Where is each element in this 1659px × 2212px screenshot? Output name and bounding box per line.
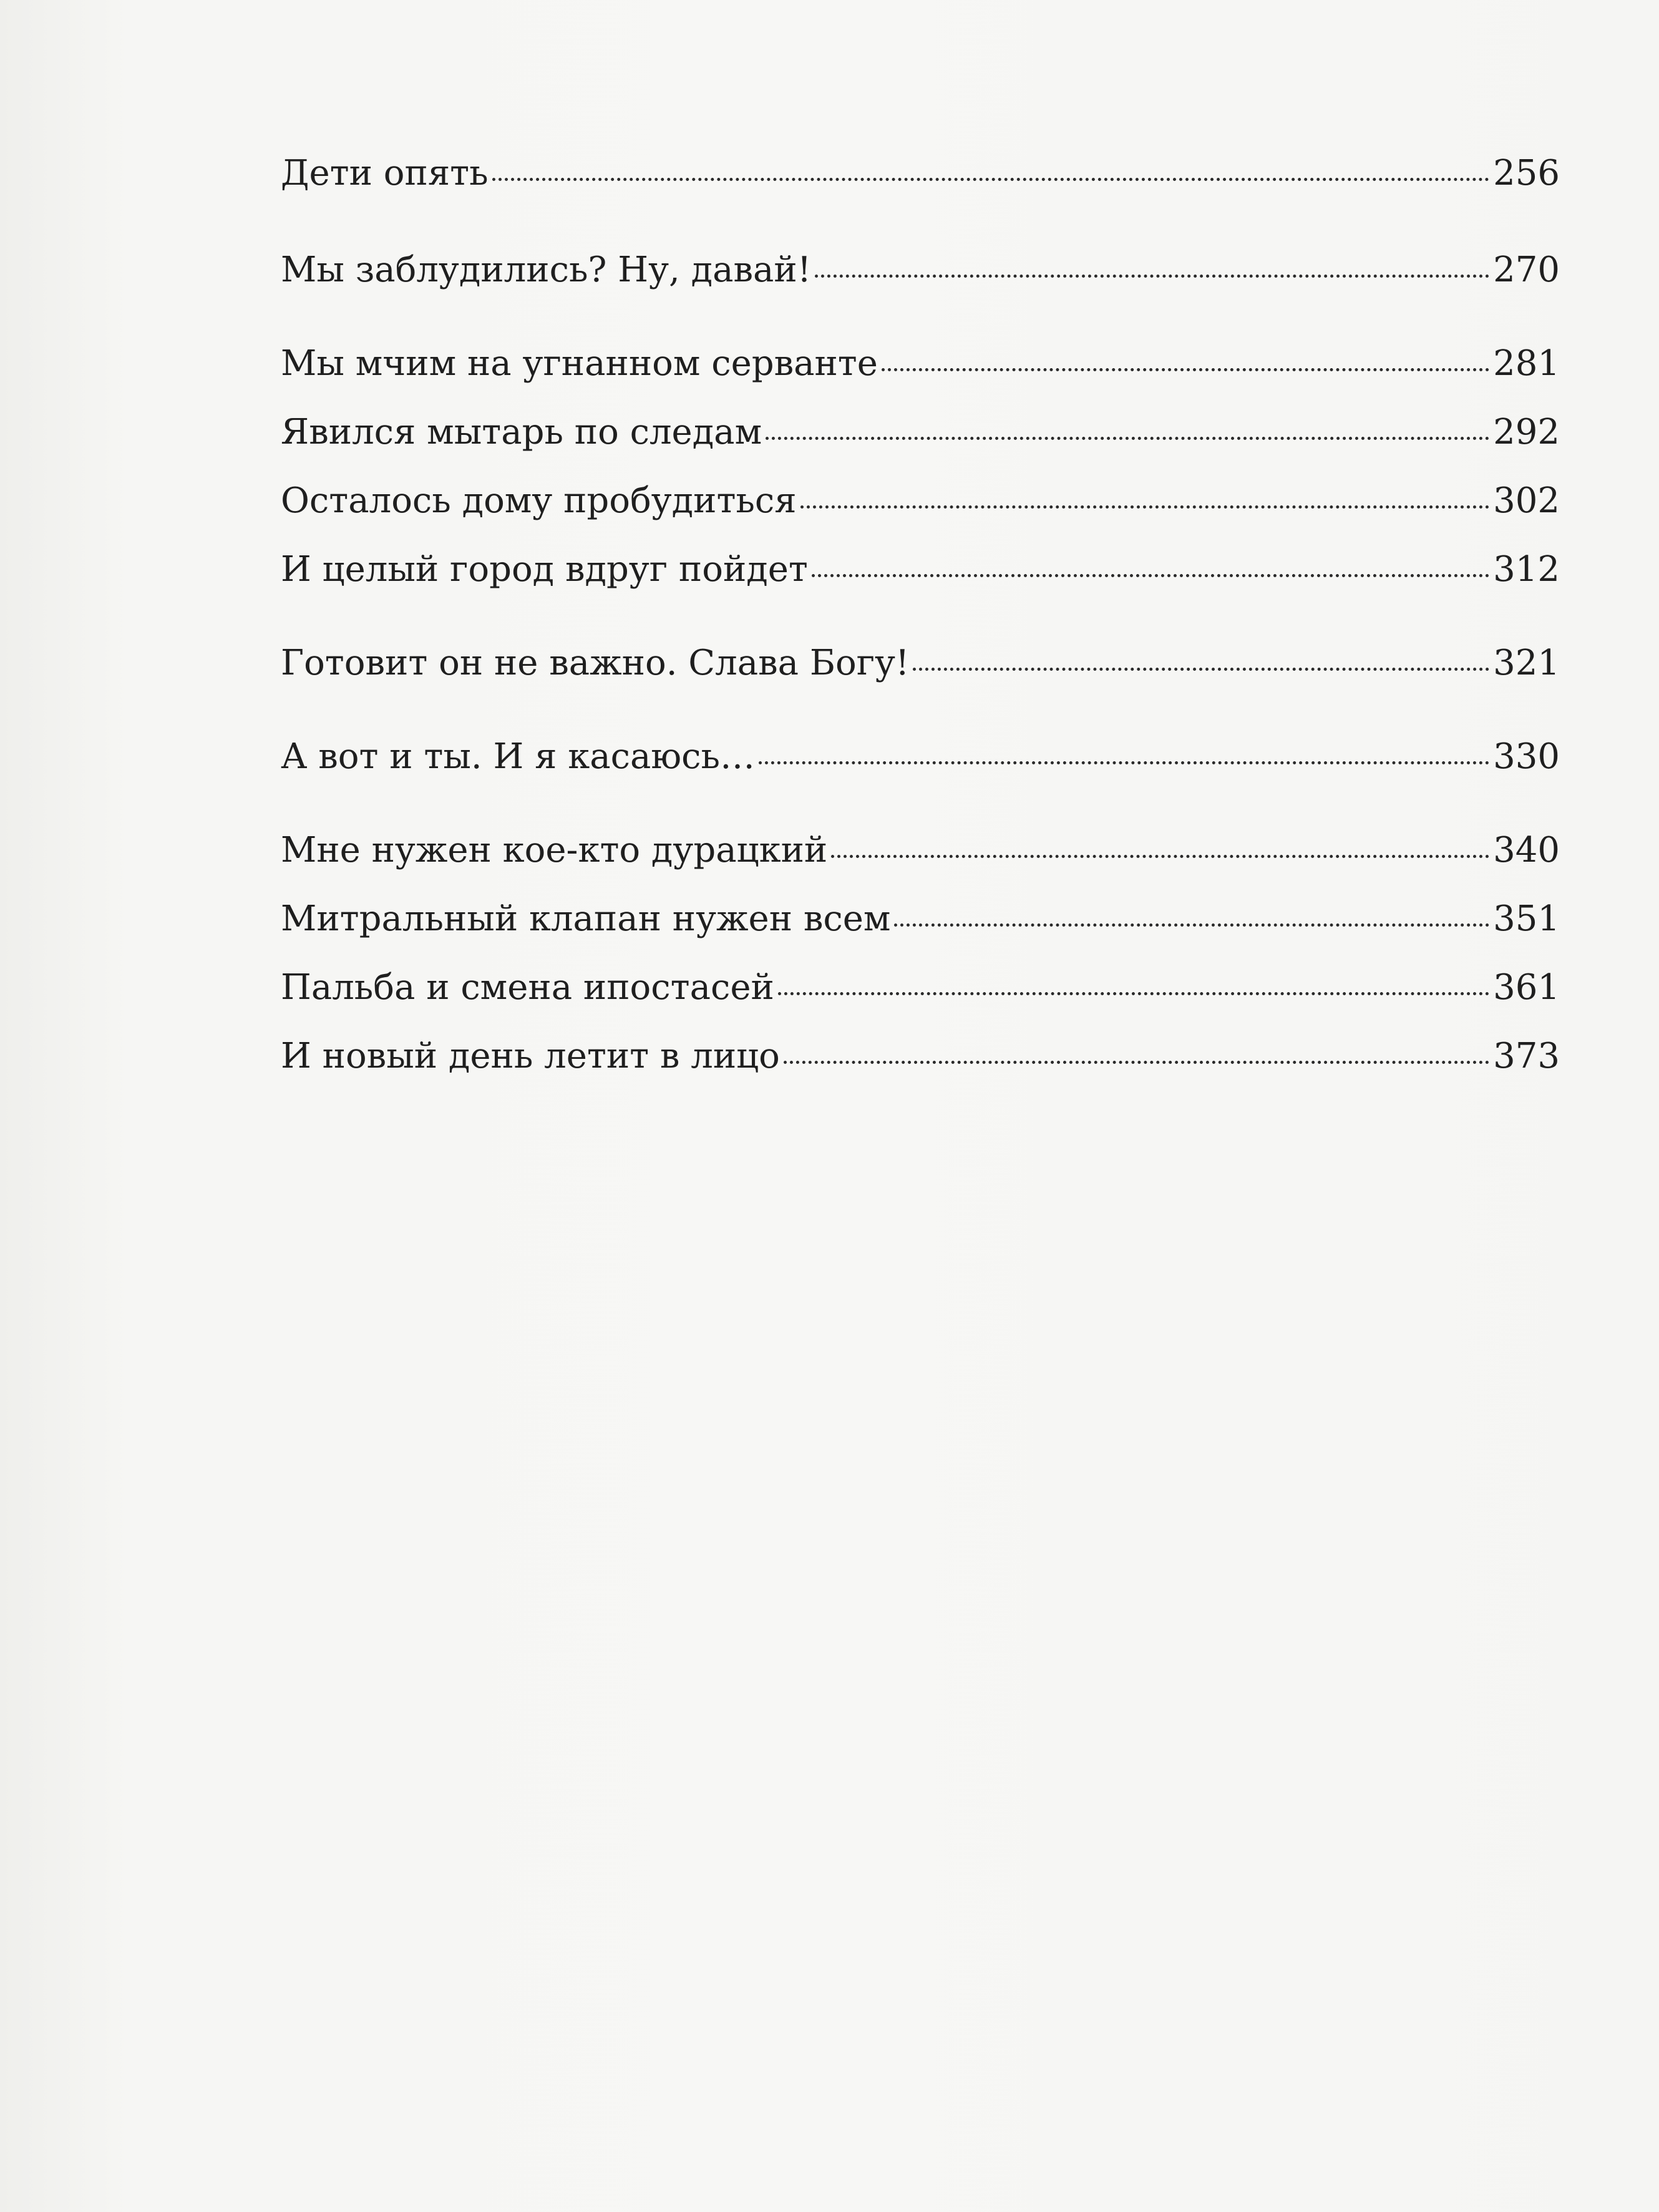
toc-entry [281, 736, 1560, 786]
toc-entry-page: 351 [1493, 899, 1560, 939]
toc-entry-title: А вот и ты. И я касаюсь… [281, 736, 756, 777]
toc-entry-page: 373 [1493, 1036, 1560, 1076]
toc-entry-title: Дети опять [281, 153, 489, 193]
toc-entry [281, 1036, 1560, 1086]
toc-entry-title: Пальба и смена ипостасей [281, 967, 774, 1008]
dot-leader [831, 855, 1489, 858]
dot-leader [800, 505, 1490, 509]
toc-entry-title: И целый город вдруг пойдет [281, 549, 808, 590]
toc-entry [281, 480, 1560, 530]
toc-entry-title: Готовит он не важно. Слава Богу! [281, 643, 910, 683]
dot-leader [759, 761, 1489, 764]
dot-leader [913, 668, 1489, 671]
toc-entry [281, 153, 1560, 203]
toc-entry [281, 549, 1560, 599]
toc-entry [281, 830, 1560, 880]
toc-entry [281, 967, 1560, 1017]
toc-entry-page: 292 [1493, 412, 1560, 452]
dot-leader [492, 178, 1490, 181]
toc-entry-page: 281 [1493, 343, 1560, 384]
toc-entry [281, 343, 1560, 393]
toc-entry-title: Мне нужен кое-кто дурацкий [281, 830, 828, 870]
toc-entry [281, 412, 1560, 462]
toc-entry-page: 321 [1493, 643, 1560, 683]
toc-entry [281, 250, 1560, 300]
toc-entry-title: Мы заблудились? Ну, давай! [281, 250, 812, 290]
toc-entry-title: Явился мытарь по следам [281, 412, 762, 452]
dot-leader [778, 992, 1489, 995]
dot-leader [882, 368, 1489, 371]
toc-entry-page: 256 [1493, 153, 1560, 193]
dot-leader [812, 574, 1489, 577]
toc-entry-page: 361 [1493, 967, 1560, 1008]
toc-entry-title: И новый день летит в лицо [281, 1036, 780, 1076]
toc-entry-page: 312 [1493, 549, 1560, 590]
toc-entry-page: 340 [1493, 830, 1560, 870]
toc-entry [281, 899, 1560, 948]
toc-entry [281, 643, 1560, 693]
toc-entry-title: Осталось дому пробудиться [281, 480, 797, 521]
toc-entry-title: Мы мчим на угнанном серванте [281, 343, 878, 384]
toc-entry-page: 330 [1493, 736, 1560, 777]
toc-entry-page: 302 [1493, 480, 1560, 521]
dot-leader [894, 923, 1489, 927]
dot-leader [815, 275, 1489, 278]
dot-leader [784, 1061, 1489, 1064]
dot-leader [766, 437, 1489, 440]
toc-entry-title: Митральный клапан нужен всем [281, 899, 891, 939]
toc-entry-page: 270 [1493, 250, 1560, 290]
